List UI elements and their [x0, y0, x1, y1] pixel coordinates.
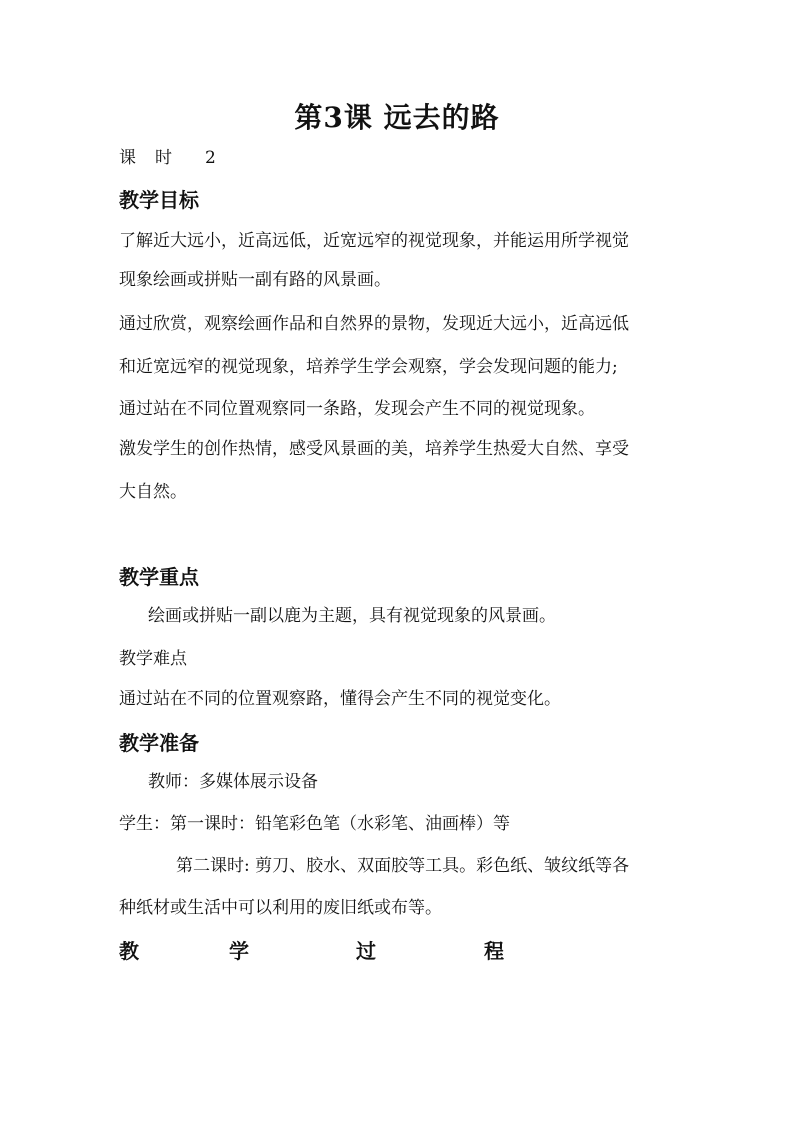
- goals-line: 现象绘画或拼贴一副有路的风景画。: [119, 270, 391, 290]
- hours-label-2: 时: [155, 148, 172, 168]
- prep-student: 学生：第一课时：铅笔彩色笔（水彩笔、油画棒）等: [119, 814, 510, 834]
- goals-line: 大自然。: [119, 482, 187, 502]
- process-char: 学: [229, 939, 249, 963]
- prep-heading: 教学准备: [119, 731, 199, 755]
- goals-line: 通过站在不同位置观察同一条路，发现会产生不同的视觉现象。: [119, 399, 595, 419]
- goals-line: 和近宽远窄的视觉现象，培养学生学会观察，学会发现问题的能力;: [119, 357, 618, 377]
- prep-teacher: 教师：多媒体展示设备: [148, 772, 318, 792]
- prep-second-lesson-cont: 种纸材或生活中可以利用的废旧纸或布等。: [119, 898, 442, 918]
- key-point-heading: 教学重点: [119, 565, 199, 589]
- hours-value: 2: [205, 148, 216, 168]
- difficulty-heading: 教学难点: [119, 649, 187, 669]
- goals-line: 了解近大远小，近高远低，近宽远窄的视觉现象，并能运用所学视觉: [119, 231, 629, 251]
- process-char: 教: [119, 939, 139, 963]
- goals-heading: 教学目标: [119, 188, 199, 212]
- prep-second-lesson: 第二课时: 剪刀、胶水、双面胶等工具。彩色纸、皱纹纸等各: [176, 856, 630, 876]
- key-point-text: 绘画或拼贴一副以鹿为主题，具有视觉现象的风景画。: [148, 606, 556, 626]
- hours-label-1: 课: [119, 148, 136, 168]
- process-char: 过: [356, 939, 376, 963]
- lesson-hours: [119, 150, 216, 167]
- process-char: 程: [484, 939, 504, 963]
- goals-line: 通过欣赏，观察绘画作品和自然界的景物，发现近大远小，近高远低: [119, 314, 629, 334]
- difficulty-text: 通过站在不同的位置观察路，懂得会产生不同的视觉变化。: [119, 689, 561, 709]
- goals-line: 激发学生的创作热情，感受风景画的美，培养学生热爱大自然、享受: [119, 439, 629, 459]
- page-title: 第3课 远去的路: [294, 101, 500, 134]
